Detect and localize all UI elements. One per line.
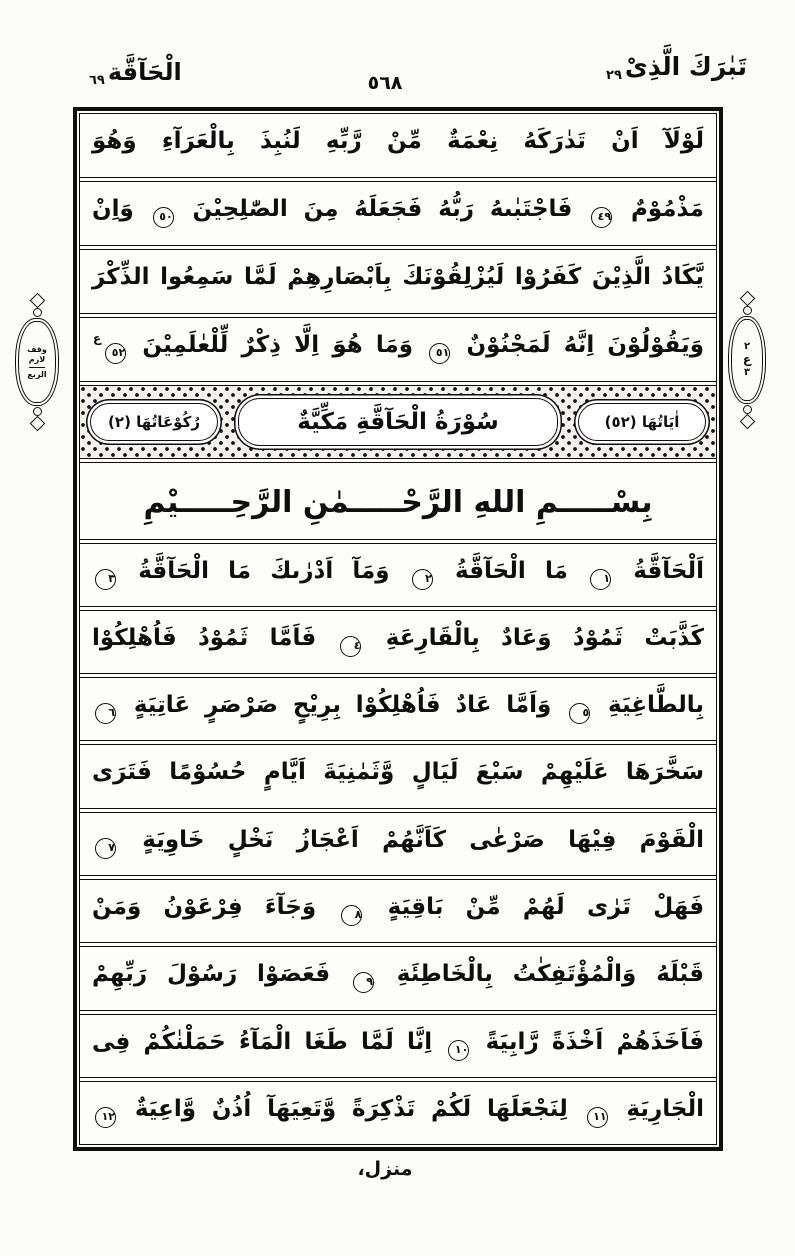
ruku-juz-count: ٣ [743,366,751,378]
medallion-finial-icon [29,293,45,309]
ruku-ain-mark: ع [742,352,752,367]
aya-marker: ٨ [341,905,362,926]
aya-marker: ٢ [412,569,433,590]
medallion-finial-icon [739,414,755,430]
rub-label: الربع [27,369,47,379]
juz-header [603,52,747,83]
aya-marker: ٥٠ [153,207,174,228]
ayat-count-cartouche [578,403,706,441]
medallion-finial-icon [739,291,755,307]
juz-number: ٢٩ [606,68,622,83]
rub-marker-medallion [13,293,61,431]
aya-marker: ١٢ [95,1107,116,1128]
haqqah-verses-block [80,544,716,1144]
aya-marker: ٤٩ [591,207,612,228]
catchword: منزل، [357,1158,413,1180]
ruku-count-label: رُكُوْعَاتُهَا (٢) [108,412,200,431]
quran-line: مَذْمُوْمٌ ٤٩ فَاجْتَبٰىهُ رَبُّهُ فَجَعَلَهُ مِنَ الصّٰلِحِيْنَ ٥٠ وَاِنْ [80,182,716,245]
juz-label: تَبٰرَكَ الَّذِىْ [624,52,747,81]
aya-marker: ٥ [569,703,590,724]
bismillah: بِسْـــــمِ اللهِ الرَّحْـــــمٰنِ الرَّحِـــــيْمِ [143,484,653,520]
medallion-knob-icon [33,308,42,317]
medallion-knob-icon [743,306,752,315]
quran-frame [73,107,723,1151]
surah-number: ٦٩ [89,73,105,88]
waqf-lazim-label: وقف لازم [27,344,47,364]
surah-title-band [80,386,716,458]
quran-line: فَاَخَذَهُمْ اَخْذَةً رَّابِيَةً ١٠ اِنَّا لَمَّا طَغَا الْمَآءُ حَمَلْنٰكُمْ فِى [80,1015,716,1077]
ruku-count-cartouche [90,403,218,441]
quran-line: الْجَارِيَةِ ١١ لِنَجْعَلَهَا لَكُمْ تَذْكِرَةً وَّتَعِيَهَآ اُذُنٌ وَّاعِيَةٌ ١٢ [80,1082,716,1144]
quran-line: بِالطَّاغِيَةِ ٥ وَاَمَّا عَادٌ فَاُهْلِكُوْا بِرِيْحٍ صَرْصَرٍ عَاتِيَةٍ ٦ [80,678,716,740]
surah-header [86,58,182,88]
aya-marker: ٥٢ [105,343,126,364]
page-number: ٥٦٨ [367,72,403,94]
aya-marker: ١١ [587,1107,608,1128]
quran-line: فَهَلْ تَرٰى لَهُمْ مِّنْ بَاقِيَةٍ ٨ وَجَآءَ فِرْعَوْنُ وَمَنْ [80,880,716,942]
aya-marker: ٤ [340,636,361,657]
aya-marker: ٦ [95,703,116,724]
quran-line: اَلْحَآقَّةُ ١ مَا الْحَآقَّةُ ٢ وَمَآ اَدْرٰىكَ مَا الْحَآقَّةُ ٣ [80,544,716,606]
qalam-verses-block [80,114,716,381]
surah-name-label: سُوْرَةُ الْحَآقَّةِ مَكِّيَّةٌ [297,408,499,435]
quran-line: قَبْلَهُ وَالْمُؤْتَفِكٰتُ بِالْخَاطِئَةِ ٩ فَعَصَوْا رَسُوْلَ رَبِّهِمْ [80,947,716,1009]
ruku-marker-medallion [726,291,768,429]
quran-line: كَذَّبَتْ ثَمُوْدُ وَعَادٌ بِالْقَارِعَةِ ٤ فَاَمَّا ثَمُوْدُ فَاُهْلِكُوْا [80,611,716,673]
ruku-ain-mark: ع [93,330,102,345]
quran-line: وَيَقُوْلُوْنَ اِنَّهُ لَمَجْنُوْنٌ ٥١ وَمَا هُوَ اِلَّا ذِكْرٌ لِّلْعٰلَمِيْنَ $٥٢^ع$ [80,318,716,381]
quran-line: الْقَوْمَ فِيْهَا صَرْعٰى كَاَنَّهُمْ اَعْجَازُ نَخْلٍ خَاوِيَةٍ ٧ [80,813,716,875]
medallion-divider [29,367,45,368]
aya-marker: ٩ [353,972,374,993]
ayat-count-label: اٰيَاتُهَا (٥٢) [604,412,680,431]
quran-line: لَوْلَآ اَنْ تَدٰرَكَهُ نِعْمَةٌ مِّنْ رَّبِّهِ لَنُبِذَ بِالْعَرَآءِ وَهُوَ [92,128,704,154]
aya-marker: ٥١ [429,343,450,364]
surah-name-cartouche [238,398,558,446]
medallion-finial-icon [29,416,45,432]
surah-label: الْحَآقَّة [107,58,182,86]
aya-marker: ٧ [95,838,116,859]
aya-marker: ١٠ [448,1040,469,1061]
aya-marker: ٣ [95,569,116,590]
ruku-surah-count: ٢ [743,341,751,353]
quran-line: سَخَّرَهَا عَلَيْهِمْ سَبْعَ لَيَالٍ وَّثَمٰنِيَةَ اَيَّامٍ حُسُوْمًا فَتَرَى [92,759,704,786]
aya-marker: ١ [590,569,611,590]
quran-line: يَّكَادُ الَّذِيْنَ كَفَرُوْا لَيُزْلِقُوْنَكَ بِاَبْصَارِهِمْ لَمَّا سَمِعُوا الذِّكْرَ [92,263,704,290]
